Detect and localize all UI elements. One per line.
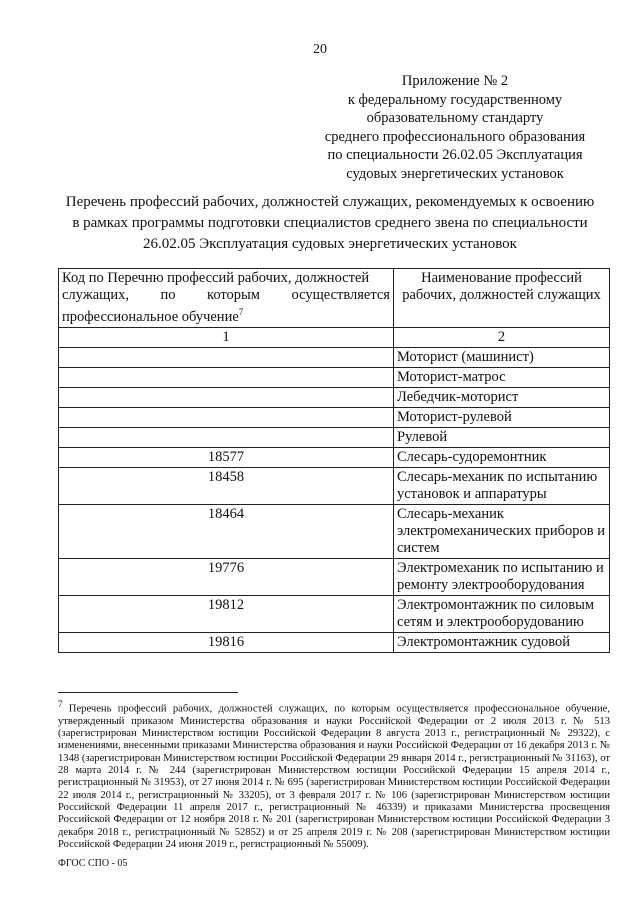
profession-name-cell: Моторист-рулевой [394, 407, 610, 427]
table-row [59, 467, 610, 504]
profession-code-cell: 18577 [59, 447, 394, 467]
header-code-text: профессиональное обучение [62, 308, 239, 325]
profession-code-cell: 19812 [59, 595, 394, 632]
table-row [59, 447, 610, 467]
footer-code: ФГОС СПО - 05 [58, 858, 128, 869]
profession-name-cell: Слесарь-механик по испытанию установок и аппаратуры [394, 467, 610, 504]
profession-name-cell: Слесарь-механик электромеханических приборов и систем [394, 504, 610, 558]
appendix-line: судовых энергетических установок [346, 165, 564, 182]
appendix-header [290, 72, 620, 183]
footnote-marker: 7 [58, 699, 63, 709]
profession-code-cell [59, 387, 394, 407]
profession-code-cell: 19816 [59, 632, 394, 652]
appendix-line: по специальности 26.02.05 Эксплуатация [327, 147, 583, 163]
title-line: Перечень профессий рабочих, должностей служащих, рекомендуемых к освоению [65, 194, 595, 210]
table-row [59, 427, 610, 447]
footnote-ref: 7 [238, 307, 244, 317]
profession-name-cell: Моторист-матрос [394, 367, 610, 387]
table-row [59, 367, 610, 387]
table-row [59, 504, 610, 558]
profession-name-cell: Лебедчик-моторист [394, 387, 610, 407]
table-row [59, 595, 610, 632]
table-header-row [59, 269, 610, 328]
profession-code-cell [59, 367, 394, 387]
profession-code-cell: 18458 [59, 467, 394, 504]
header-name-line: Наименование профессий [421, 270, 582, 286]
table-row [59, 407, 610, 427]
header-word: по [160, 287, 176, 303]
profession-name-cell: Слесарь-судоремонтник [394, 447, 610, 467]
column-number-1: 1 [59, 327, 394, 347]
profession-name-cell: Рулевой [394, 427, 610, 447]
header-word: которым [207, 287, 260, 303]
profession-code-cell: 19776 [59, 558, 394, 595]
profession-code-cell: 18464 [59, 504, 394, 558]
profession-code-cell [59, 427, 394, 447]
profession-name-cell: Электромеханик по испытанию и ремонту электрооборудования [394, 558, 610, 595]
profession-name-cell: Электромонтажник по силовым сетям и электрооборудованию [394, 595, 610, 632]
header-word: служащих, [62, 287, 129, 303]
column-number-2: 2 [394, 327, 610, 347]
header-code-line: Код по Перечню профессий рабочих, должностей [62, 270, 370, 286]
table-row [59, 632, 610, 652]
table-row [59, 558, 610, 595]
column-number-row [59, 327, 610, 347]
appendix-line: образовательному стандарту [366, 110, 544, 126]
header-code-cell [59, 269, 394, 328]
profession-name-cell: Электромонтажник судовой [394, 632, 610, 652]
professions-table [58, 268, 610, 653]
profession-code-cell [59, 407, 394, 427]
header-code-justified-line [62, 287, 390, 304]
document-title [56, 192, 604, 255]
title-line: в рамках программы подготовки специалистов среднего звена по специальности [72, 215, 588, 231]
table-row [59, 387, 610, 407]
footnote-text: Перечень профессий рабочих, должностей служащих, по которым осуществляется профессиональное обучение, утвержденный приказом Министерства образования и науки Российской Федерации от 2 июля 2013 г. № 513 (зарегистрирован Министерством юстиции Российской Федерации 8 августа 2013 г., регистрационный № 29322), с изменениями, внесенными приказами Министерства образования и науки Российской Федерации от 16 декабря 2013 г. № 1348 (зарегистрирован Министерством юстиции Российской Федерации 29 января 2014 г., регистрационный № 31163), от 28 марта 2014 г. № 244 (зарегистрирован Министерством юстиции Российской Федерации 15 апреля 2014 г., регистрационный № 31953), от 27 июня 2014 г. № 695 (зарегистрирован Министерством юстиции Российской Федерации 22 июля 2014 г., регистрационный № 33205), от 3 февраля 2017 г. № 106 (зарегистрирован Министерством юстиции Российской Федерации 11 апреля 2017 г., регистрационный № 46339) и приказами Министерства просвещения Российской Федерации от 12 ноября 2018 г. № 201 (зарегистрирован Министерством юстиции Российской Федерации 3 декабря 2018 г., регистрационный № 52852) и от 25 апреля 2019 г. № 208 (зарегистрирован Министерством юстиции Российской Федерации 24 июня 2019 г., регистрационный № 55009). [58, 703, 610, 850]
profession-name-cell: Моторист (машинист) [394, 347, 610, 367]
appendix-line: к федеральному государственному [347, 91, 563, 108]
footnote-divider [58, 692, 238, 693]
footnote [58, 698, 610, 851]
appendix-line: среднего профессионального образования [324, 128, 586, 145]
appendix-line: Приложение № 2 [401, 73, 509, 89]
table-row [59, 347, 610, 367]
page-number: 20 [313, 42, 327, 57]
title-line: 26.02.05 Эксплуатация судовых энергетических установок [143, 236, 517, 252]
header-word: осуществляется [291, 287, 390, 303]
header-name-cell [394, 269, 610, 328]
profession-code-cell [59, 347, 394, 367]
header-code-line [62, 304, 390, 326]
header-name-line: рабочих, должностей служащих [402, 287, 601, 303]
